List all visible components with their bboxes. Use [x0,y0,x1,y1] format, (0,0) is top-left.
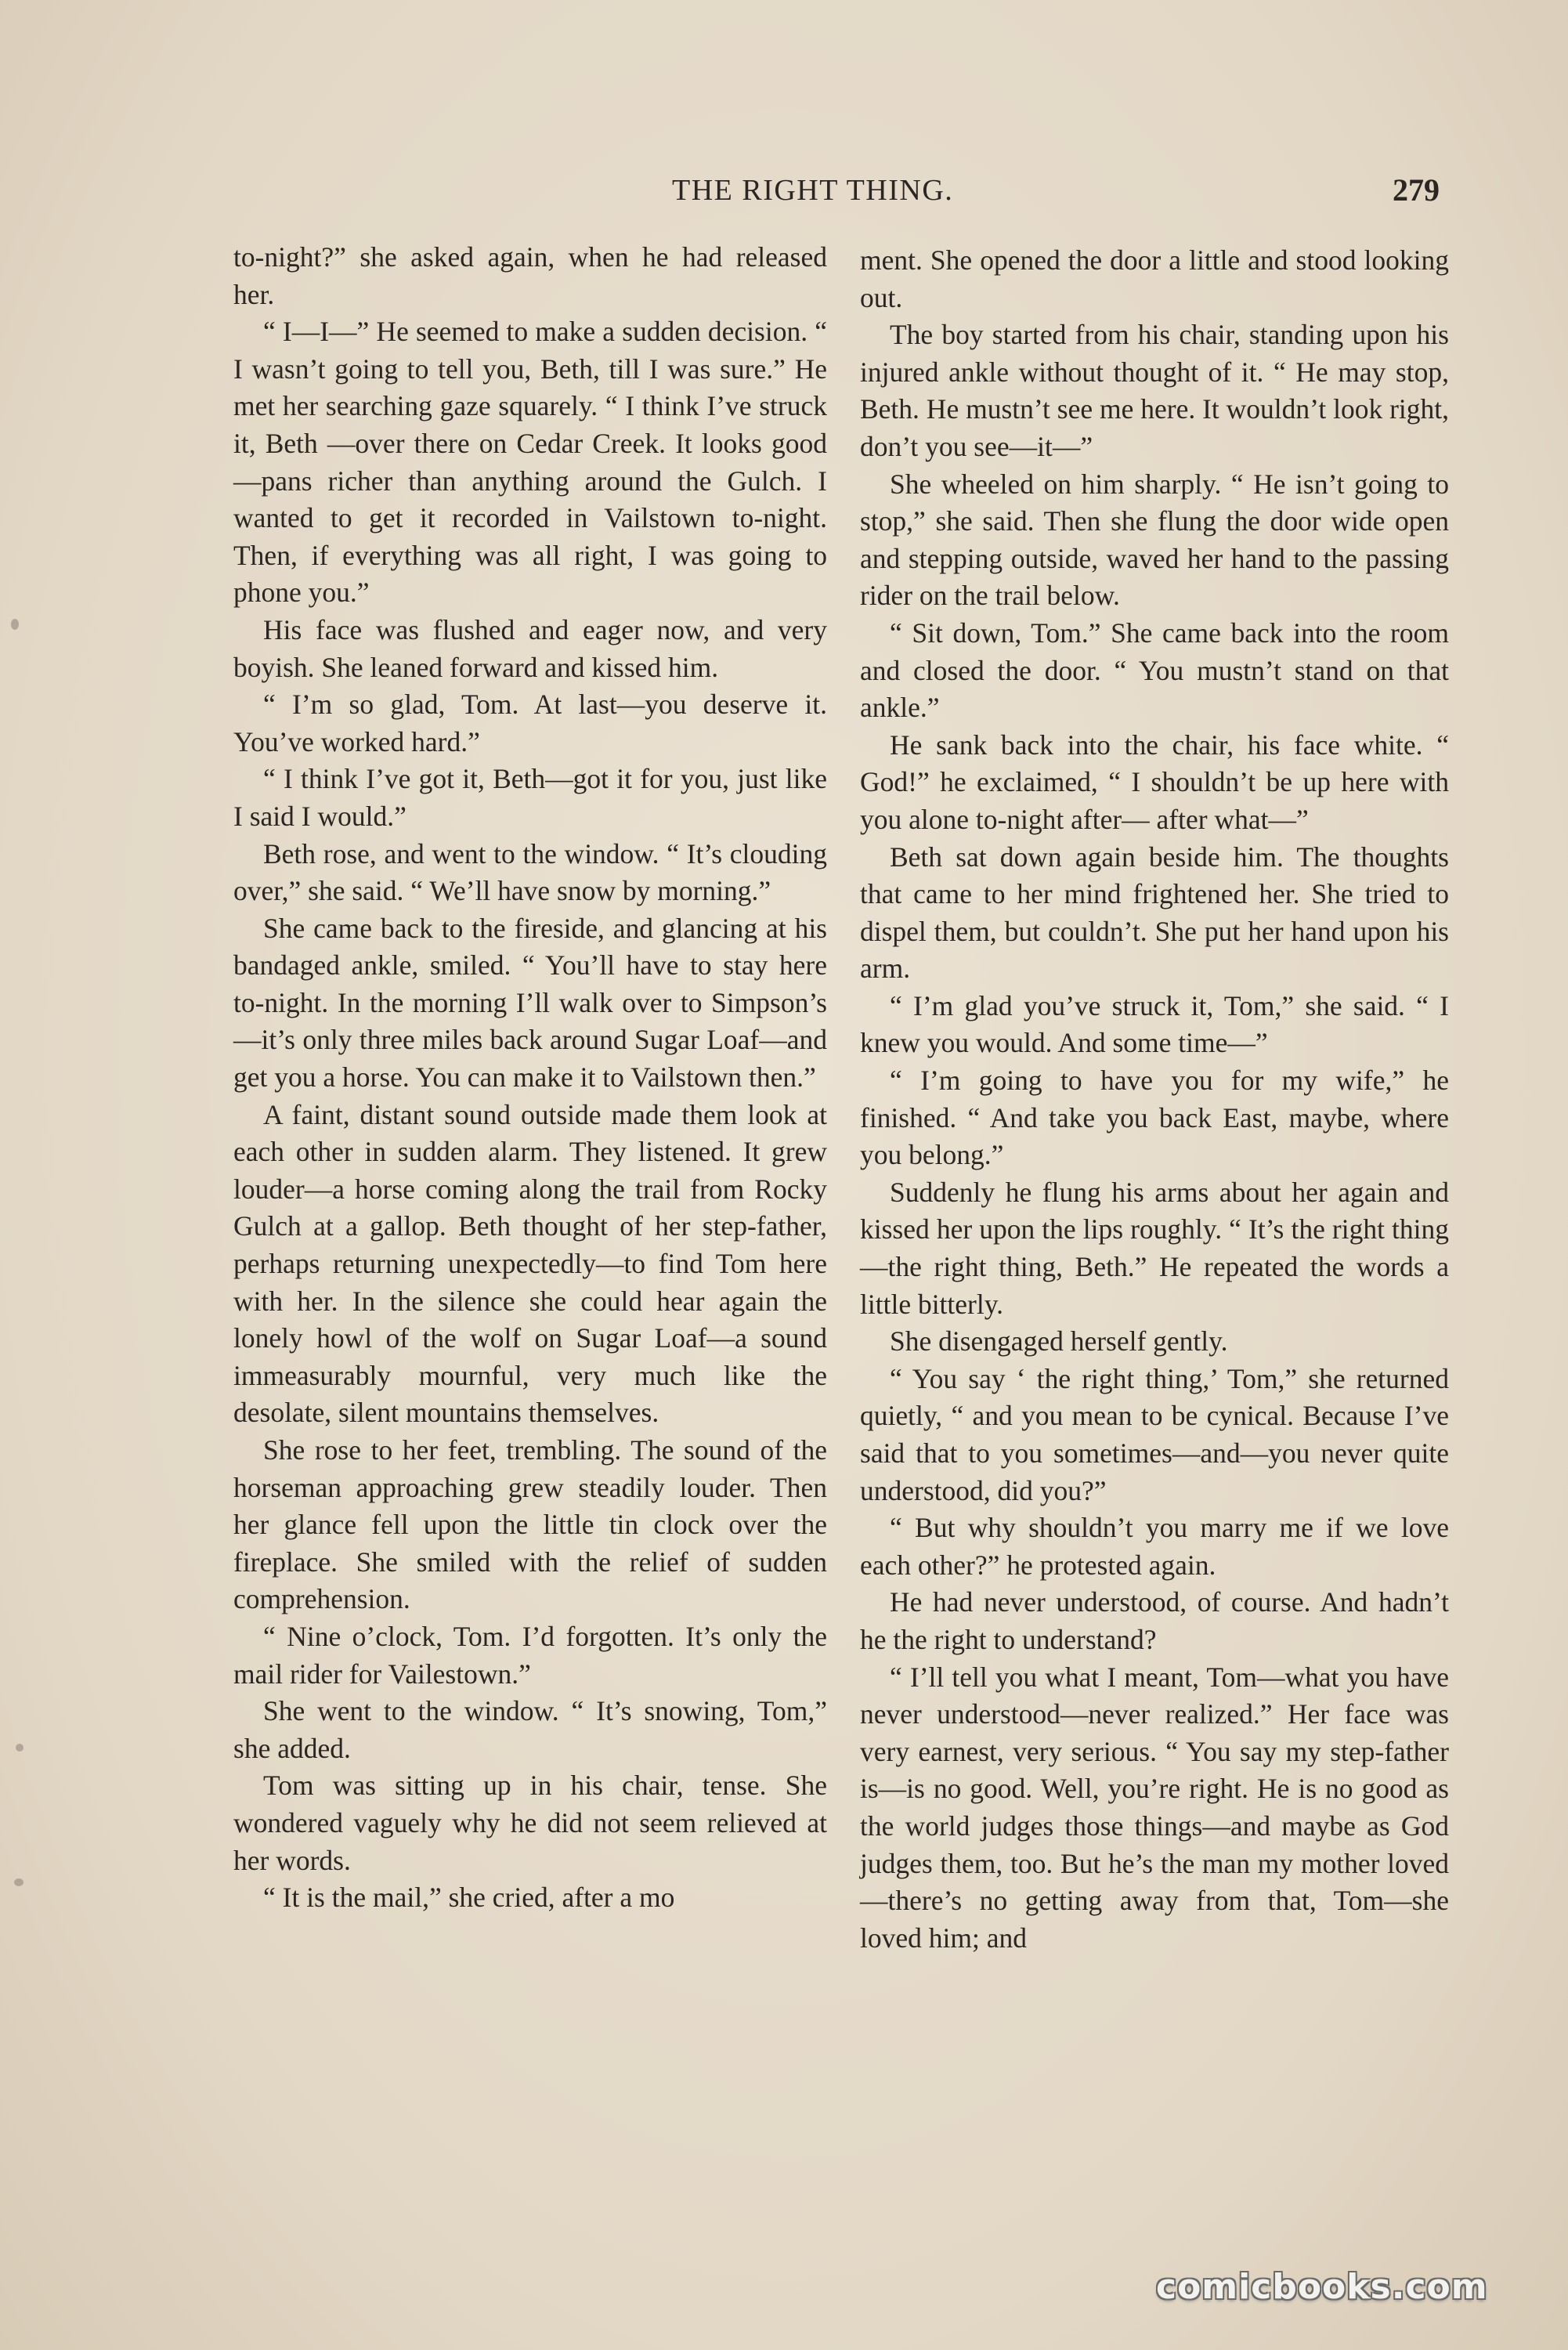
page-number: 279 [1393,172,1440,208]
paragraph: “ But why shouldn’t you marry me if we love each other?” he protested again. [860,1512,1449,1581]
paragraph: “ Sit down, Tom.” She came back into the room and closed the door. “ You mustn’t stand on that ankle.” [860,616,1449,724]
paragraph: “ It is the mail,” she cried, after a mo [263,1882,675,1914]
paragraph: Tom was sitting up in his chair, tense. She wondered vaguely why he did not seem relieved at her words. [233,1770,827,1876]
paragraph: Suddenly he flung his arms about her again and kissed her upon the lips roughly. “ It’s the right thing—the right thing, Beth.” He repeated the words a little bitterly. [860,1176,1449,1320]
paragraph: He sank back into the chair, his face white. “ God!” he exclaimed, “ I shouldn’t be up here with you alone to-night after— after what—” [860,728,1449,835]
paragraph: “ I’m going to have you for my wife,” he finished. “ And take you back East, maybe, where you belong.” [860,1065,1449,1171]
site-watermark: comicbooks.com [1156,2267,1488,2307]
right-column [860,242,1449,1957]
paragraph: She went to the window. “ It’s snowing, Tom,” she added. [233,1695,827,1764]
paragraph: His face was flushed and eager now, and very boyish. She leaned forward and kissed him. [233,613,827,683]
paragraph: She came back to the fireside, and glancing at his bandaged ankle, smiled. “ You’ll have to stay here to-night. In the morning I’ll walk over to Simpson’s—it’s only three miles back around Sugar Loaf—and get you a horse. You can make it to Vailstown then.” [233,912,827,1094]
paragraph: She wheeled on him sharply. “ He isn’t going to stop,” she said. Then she flung the door wide open and stepping outside, waved her hand to the passing rider on the trail below. [860,468,1449,612]
paragraph: He had never understood, of course. And hadn’t he the right to understand? [860,1586,1449,1655]
left-column [233,239,827,1917]
paragraph: The boy started from his chair, standing upon his injured ankle without thought of it. “ He may stop, Beth. He mustn’t see me here. It wouldn’t look right, don’t you see—it—” [860,319,1449,462]
running-head: THE RIGHT THING. [672,174,954,207]
paragraph: Beth rose, and went to the window. “ It’s clouding over,” she said. “ We’ll have snow by morning.” [233,837,827,907]
paragraph: Beth sat down again beside him. The thoughts that came to her mind frightened her. She tried to dispel them, but couldn’t. She put her hand upon his arm. [860,841,1449,985]
paragraph: A faint, distant sound outside made them look at each other in sudden alarm. They listened. It grew louder—a horse coming along the trail from Rocky Gulch at a gallop. Beth thought of her step-father, perhaps returning unexpectedly—to find Tom here with her. In the silence she could hear again the lonely howl of the wolf on Sugar Loaf—a sound immeasurably mournful, very much like the desolate, silent mountains themselves. [233,1098,827,1429]
paragraph: “ I’ll tell you what I meant, Tom—what you have never understood—never realized.” Her face was very earnest, very serious. “ You say my step-father is—is no good. Well, you’re right. He is no good as the world judges those things—and maybe as God judges them, too. But he’s the man my mother loved—there’s no getting away from that, Tom—she loved him; and [860,1661,1449,1954]
paragraph: She disengaged herself gently. [890,1325,1228,1358]
margin-mark [14,1878,23,1886]
paragraph: She rose to her feet, trembling. The sound of the horseman approaching grew steadily louder. Then her glance fell upon the little tin clock over the fireplace. She smiled with the relief of sudden comprehension. [233,1434,827,1615]
margin-mark [16,1744,23,1752]
page-header [0,169,1568,216]
paragraph: “ I—I—” He seemed to make a sudden decision. “ I wasn’t going to tell you, Beth, till I was sure.” He met her searching gaze squarely. “ I think I’ve struck it, Beth —over there on Cedar Creek. It looks good—pans richer than anything around the Gulch. I wanted to get it recorded in Vailstown to-night. Then, if everything was all right, I was going to phone you.” [233,316,827,609]
paragraph: to-night?” she asked again, when he had released her. [233,241,827,310]
margin-mark [11,619,19,630]
paragraph: “ You say ‘ the right thing,’ Tom,” she returned quietly, “ and you mean to be cynical. Because I’ve said that to you sometimes—and—you never quite understood, did you?” [860,1362,1449,1506]
paragraph: “ I’m glad you’ve struck it, Tom,” she said. “ I knew you would. And some time—” [860,989,1449,1059]
paragraph: “ I’m so glad, Tom. At last—you deserve it. You’ve worked hard.” [233,689,827,757]
paragraph: “ I think I’ve got it, Beth—got it for you, just like I said I would.” [233,763,827,832]
paragraph: “ Nine o’clock, Tom. I’d forgotten. It’s only the mail rider for Vailestown.” [233,1620,827,1690]
paragraph: ment. She opened the door a little and stood looking out. [860,244,1449,313]
